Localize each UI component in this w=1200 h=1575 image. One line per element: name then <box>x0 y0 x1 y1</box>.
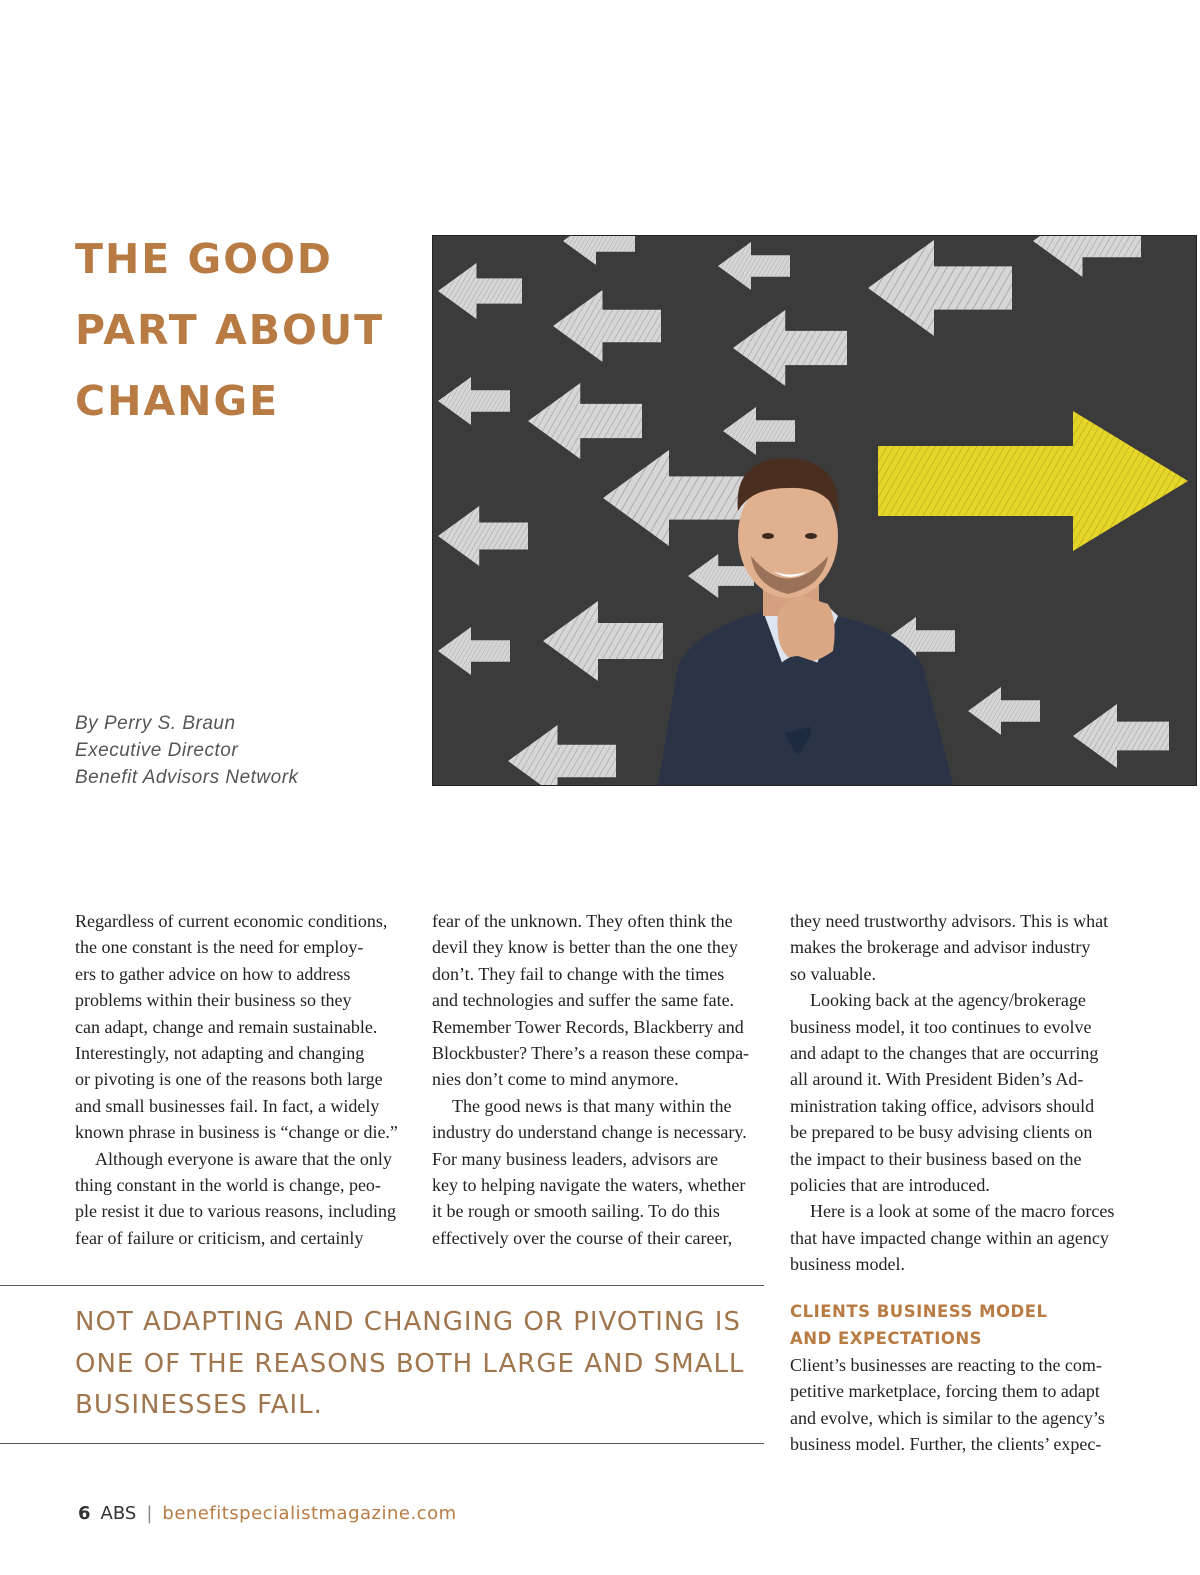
col1-line: known phrase in business is “change or die.” <box>75 1122 398 1143</box>
pullquote-line-1: NOT ADAPTING AND CHANGING OR PIVOTING IS <box>75 1307 741 1337</box>
col1-line: problems within their business so they <box>75 990 352 1011</box>
subhead-line-1: CLIENTS BUSINESS MODEL <box>790 1301 1048 1321</box>
col2-line: The good news is that many within the <box>452 1095 732 1116</box>
col1-line: or pivoting is one of the reasons both large <box>75 1069 383 1090</box>
col3-line: petitive marketplace, forcing them to adapt <box>790 1381 1100 1402</box>
col3-line: they need trustworthy advisors. This is what <box>790 911 1109 931</box>
col2-line: industry do understand change is necessary. <box>432 1122 747 1143</box>
col3-line: business model. <box>790 1254 905 1275</box>
col2-line: key to helping navigate the waters, whether <box>432 1175 746 1196</box>
pullquote-line-2: ONE OF THE REASONS BOTH LARGE AND SMALL <box>75 1348 745 1379</box>
col1-line: ple resist it due to various reasons, including <box>75 1201 396 1222</box>
col3-line: all around it. With President Biden’s Ad- <box>790 1069 1084 1090</box>
col1-line: can adapt, change and remain sustainable. <box>75 1016 378 1037</box>
col3-line: business model, it too continues to evolve <box>790 1016 1092 1037</box>
page-footer <box>78 1503 457 1524</box>
col2-line: devil they know is better than the one they <box>432 937 738 958</box>
col2-line: and technologies and suffer the same fate. <box>432 990 735 1011</box>
col2-line: effectively over the course of their career, <box>432 1227 733 1248</box>
publication-name: ABS <box>100 1503 137 1524</box>
col3-line: Client’s businesses are reacting to the com- <box>790 1354 1102 1375</box>
title-line-3: CHANGE <box>75 377 280 425</box>
hero-image <box>432 235 1197 786</box>
col3-line: and evolve, which is similar to the agency’s <box>790 1407 1105 1428</box>
col1-line: Regardless of current economic conditions, <box>75 911 388 931</box>
footer-separator: | <box>146 1503 153 1524</box>
byline-org: Benefit Advisors Network <box>75 767 299 788</box>
col1-line: Although everyone is aware that the only <box>95 1148 392 1169</box>
pullquote <box>75 1302 775 1427</box>
col1-line: Interestingly, not adapting and changing <box>75 1043 365 1064</box>
col3-line: business model. Further, the clients’ expec- <box>790 1433 1102 1454</box>
byline-role: Executive Director <box>75 740 239 761</box>
section-subhead <box>790 1298 1130 1352</box>
title-line-1: THE GOOD <box>75 235 333 283</box>
col2-line: don’t. They fail to change with the times <box>432 963 725 984</box>
col3-line: Here is a look at some of the macro forces <box>810 1201 1115 1222</box>
col1-line: fear of failure or criticism, and certainly <box>75 1227 364 1248</box>
col3-line: Looking back at the agency/brokerage <box>810 990 1086 1011</box>
pullquote-top-rule <box>0 1285 764 1286</box>
col1-line: thing constant in the world is change, peo- <box>75 1175 381 1196</box>
col3-line: ministration taking office, advisors should <box>790 1095 1095 1116</box>
col3-line: and adapt to the changes that are occurring <box>790 1043 1099 1064</box>
col2-line: For many business leaders, advisors are <box>432 1148 718 1169</box>
footer-url-link[interactable]: benefitspecialistmagazine.com <box>162 1503 457 1524</box>
byline-author: By Perry S. Braun <box>75 713 236 734</box>
col3-line: makes the brokerage and advisor industry <box>790 937 1091 958</box>
col1-line: and small businesses fail. In fact, a widely <box>75 1095 380 1116</box>
byline <box>75 710 299 791</box>
col1-line: ers to gather advice on how to address <box>75 963 351 984</box>
title-line-2: PART ABOUT <box>75 306 385 354</box>
col3-line: that have impacted change within an agency <box>790 1227 1109 1248</box>
subhead-line-2: AND EXPECTATIONS <box>790 1328 983 1348</box>
col2-line: Remember Tower Records, Blackberry and <box>432 1016 744 1037</box>
businessman-arrows-photo-icon <box>433 236 1196 785</box>
col2-line: Blockbuster? There’s a reason these compa- <box>432 1043 750 1064</box>
col3-line: the impact to their business based on the <box>790 1148 1082 1169</box>
col2-line: fear of the unknown. They often think the <box>432 911 733 931</box>
col3-line: policies that are introduced. <box>790 1175 990 1196</box>
pullquote-line-3: BUSINESSES FAIL. <box>75 1390 323 1420</box>
col3-line: so valuable. <box>790 963 876 984</box>
col3-line: be prepared to be busy advising clients on <box>790 1122 1093 1143</box>
page-number: 6 <box>78 1503 91 1524</box>
article-title <box>75 224 415 437</box>
col1-line: the one constant is the need for employ- <box>75 937 364 958</box>
col2-line: it be rough or smooth sailing. To do this <box>432 1201 720 1222</box>
body-column-1 <box>75 908 415 1251</box>
body-column-3 <box>790 908 1130 1457</box>
body-column-2 <box>432 908 772 1251</box>
pullquote-bottom-rule <box>0 1443 764 1444</box>
col2-line: nies don’t come to mind anymore. <box>432 1069 679 1090</box>
